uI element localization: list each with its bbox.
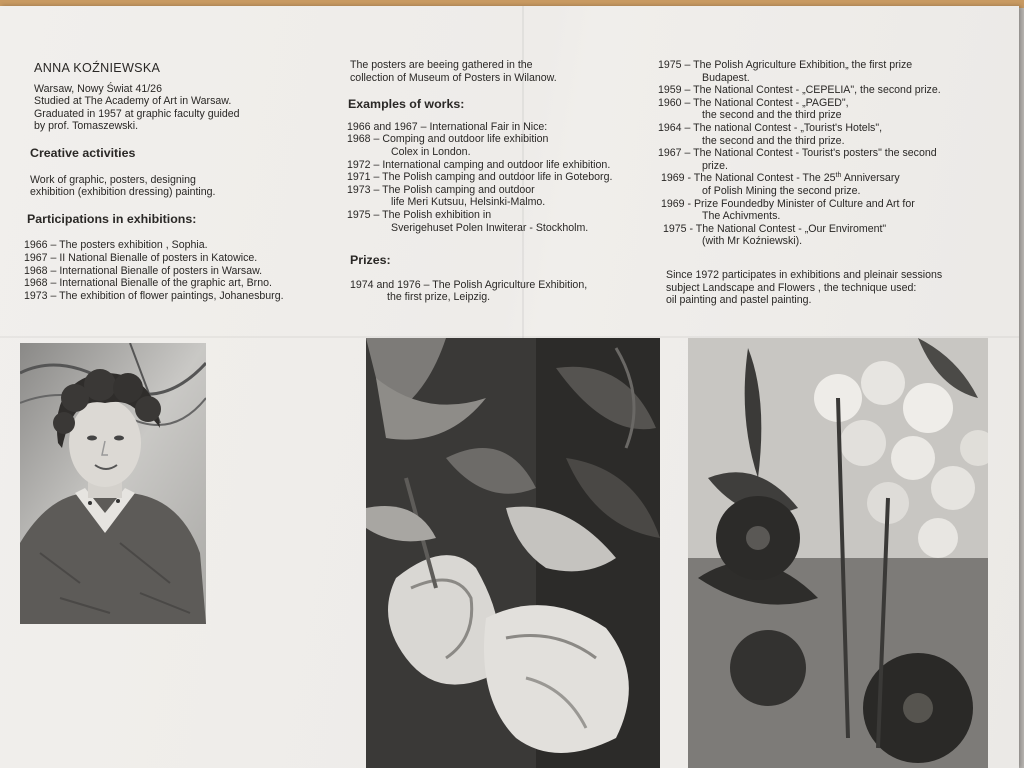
work-item: 1968 – Comping and outdoor life exhibition (347, 133, 549, 146)
artist-name: ANNA KOŹNIEWSKA (34, 61, 161, 75)
work-item: Colex in London. (391, 145, 471, 158)
since-line: subject Landscape and Flowers , the technique used: (666, 281, 917, 294)
work-item: 1966 and 1967 – International Fair in Nice: (347, 120, 548, 133)
creative-text-line: Work of graphic, posters, designing (30, 173, 196, 186)
prize-text: 1969 - The National Contest - The 25 (661, 172, 836, 185)
since-line: Since 1972 participates in exhibitions and pleinair sessions (666, 268, 943, 281)
portrait-image (20, 343, 206, 624)
prize-item: the second and the third prize (702, 109, 842, 122)
since-paragraph (666, 269, 978, 307)
participations-list (24, 239, 344, 302)
intro-line: collection of Museum of Posters in Wilanow. (350, 71, 557, 84)
works-heading: Examples of works: (348, 97, 465, 112)
prize-item: of Polish Mining the second prize. (702, 184, 861, 197)
brochure-page (0, 6, 1019, 768)
portrait-photo (20, 343, 206, 624)
participation-item: 1967 – II National Bienalle of posters in Katowice. (24, 251, 258, 264)
prize-item: Budapest. (702, 71, 750, 84)
prizes-heading: Prizes: (350, 253, 391, 268)
flower-painting-2 (688, 338, 988, 768)
prize-item: the first prize, Leipzig. (387, 291, 491, 304)
flower-painting-image (366, 338, 660, 768)
left-column (24, 61, 344, 302)
prize-item: The Achivments. (702, 210, 781, 223)
prize-item: 1967 – The National Contest - Tourist's posters" the second (658, 147, 937, 160)
prize-text: Anniversary (841, 172, 900, 185)
work-item: life Meri Kutsuu, Helsinki-Malmo. (391, 196, 546, 209)
participation-item: 1968 – International Bienalle of the graphic art, Brno. (24, 277, 272, 290)
bio-line: by prof. Tomaszewski. (34, 120, 139, 133)
prize-item: 1969 - Prize Foundedby Minister of Culture and Art for (661, 197, 915, 210)
bio-line: Studied at The Academy of Art in Warsaw. (34, 95, 232, 108)
work-item: 1973 – The Polish camping and outdoor (347, 183, 535, 196)
participation-item: 1966 – The posters exhibition , Sophia. (24, 239, 208, 252)
intro-line: The posters are beeing gathered in the (350, 59, 533, 71)
work-item: 1972 – International camping and outdoor life exhibition. (347, 158, 611, 171)
ordinal-suffix: th (835, 172, 842, 180)
right-column (658, 59, 978, 307)
prize-item: 1960 – The National Contest - „PAGED", (658, 96, 849, 109)
prize-item: prize. (702, 159, 728, 172)
prize-item: 1964 – The national Contest - „Tourist's Hotels", (658, 121, 883, 134)
work-item: 1971 – The Polish camping and outdoor life in Goteborg. (347, 171, 613, 184)
flower-painting-1 (366, 338, 660, 768)
work-item: Sverigehuset Polen Inwiterar - Stockholm. (391, 221, 589, 234)
participation-item: 1973 – The exhibition of flower paintings, Johanesburg. (24, 289, 284, 302)
prize-item: 1975 - The National Contest - „Our Enviroment" (663, 222, 887, 235)
prize-item: the second and the third prize. (702, 134, 845, 147)
prize-item: (with Mr Koźniewski). (702, 235, 803, 248)
works-list (347, 121, 650, 234)
prizes-list (350, 279, 650, 304)
creative-text-line: exhibition (exhibition dressing) painting. (30, 186, 216, 199)
bio-line: Warsaw, Nowy Świat 41/26 (34, 82, 162, 95)
participations-heading: Participations in exhibitions: (27, 211, 197, 226)
flower-painting-image (688, 338, 988, 768)
work-item: 1975 – The Polish exhibition in (347, 208, 492, 221)
participation-item: 1968 – International Bienalle of posters in Warsaw. (24, 264, 263, 277)
prize-item: 1959 – The National Contest - „CEPELIA", the second prize. (658, 84, 941, 97)
prize-item: 1974 and 1976 – The Polish Agriculture Exhibition, (350, 278, 588, 291)
bio-line: Graduated in 1957 at graphic faculty guided (34, 107, 240, 120)
creative-heading: Creative activities (30, 145, 136, 160)
prize-item: 1975 – The Polish Agriculture Exhibition„ the first prize (658, 59, 913, 71)
since-line: oil painting and pastel painting. (666, 294, 812, 307)
prize-item (661, 172, 978, 185)
middle-column (347, 59, 650, 304)
